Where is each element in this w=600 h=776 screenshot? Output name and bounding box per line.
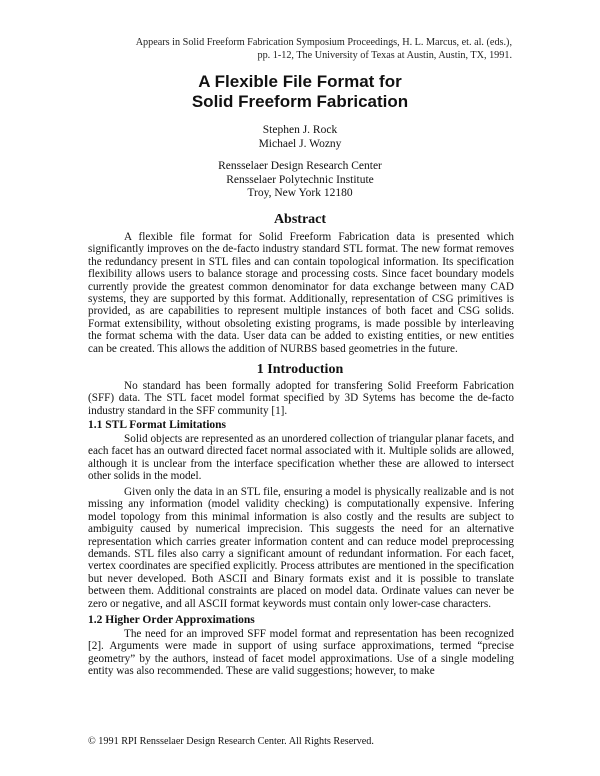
paper-title xyxy=(0,72,600,112)
section-1-1-paragraph-2: Given only the data in an STL file, ensuring a model is physically realizable and is not missing any information (model validity checking) is computationally expensive. Infering model topology from this minimal information is also costly and the results are subject to ambiguity caused by numerical imprecision. This suggests the need for an alternative representation which carries greater information content and can reduce model preprocessing demands. STL files also carry a significant amount of redundant information. For each facet, vertex coordinates are specified explicitly. Process attributes are mentioned in the specification but never developed. Both ASCII and Binary formats exist and it is possible to translate between them. Additional constraints are placed on model data. Ordinate values can never be zero or negative, and all ASCII format keywords must contain only lower-case characters. xyxy=(88,486,514,610)
section-1-heading: 1 Introduction xyxy=(256,362,344,377)
author-list xyxy=(0,124,600,151)
abstract-heading: Abstract xyxy=(273,212,327,227)
section-1-2-heading: 1.2 Higher Order Approximations xyxy=(88,614,255,626)
affiliation-line-2: Rensselaer Polytechnic Institute xyxy=(226,173,374,186)
title-line-1: A Flexible File Format for xyxy=(198,72,402,91)
section-1-text: No standard has been formally adopted for transfering Solid Freeform Fabrication (SFF) data. The STL facet model format specified by 3D Sytems has become the de-facto industry standard in the SFF community [1]. xyxy=(88,380,514,417)
section-1-1-paragraph-1: Solid objects are represented as an unordered collection of triangular planar facets, and each facet has an outward directed facet normal associated with it. Multiple solids are allowed, although it is unclear from the interface specification whether these are allowed to intersect other solids in the model. xyxy=(88,433,514,483)
affiliation xyxy=(0,160,600,201)
citation-header xyxy=(92,36,512,62)
section-1-1-heading: 1.1 STL Format Limitations xyxy=(88,419,227,431)
copyright-footer: © 1991 RPI Rensselaer Design Research Center. All Rights Reserved. xyxy=(88,736,374,747)
citation-line-1: Appears in Solid Freeform Fabrication Symposium Proceedings, H. L. Marcus, et. al. (eds.), xyxy=(135,37,512,48)
author-2: Michael J. Wozny xyxy=(258,137,342,150)
affiliation-line-3: Troy, New York 12180 xyxy=(247,187,353,199)
section-1-2-paragraph-1: The need for an improved SFF model format and representation has been recognized [2]. Arguments were made in support of using surface approximations, termed “precise geometry” by the authors, instead of facet model approximations. Use of a single modeling entity was also recommended. These are valid suggestions; however, to make xyxy=(88,628,514,678)
citation-line-2: pp. 1-12, The University of Texas at Austin, Austin, TX, 1991. xyxy=(257,50,512,61)
abstract-text: A flexible file format for Solid Freeform Fabrication data is presented which significantly improves on the de-facto industry standard STL format. The new format removes the redundancy present in STL files and can contain topological information. Its specification flexibility allows users to balance storage and processing costs. Since facet boundary models currently provide the greatest common denominator for data exchange between many CAD systems, they are supported by this format. Additionally, representation of CSG primitives is provided, as are capabilities to represent multiple instances of both facet and CSG solids. Format extensibility, without obsoleting existing programs, is made possible by interleaving the format schema with the data. User data can be added to existing entities, or new entities can be created. This allows the addition of NURBS based geometries in the future. xyxy=(88,231,514,355)
author-1: Stephen J. Rock xyxy=(262,124,338,136)
affiliation-line-1: Rensselaer Design Research Center xyxy=(218,160,382,172)
title-line-2: Solid Freeform Fabrication xyxy=(191,92,409,111)
